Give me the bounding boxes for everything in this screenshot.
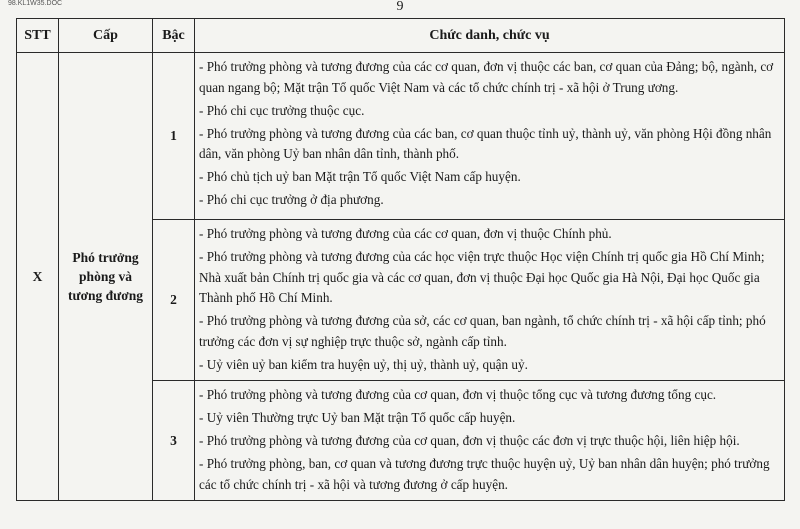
stt-cell: X bbox=[17, 53, 59, 501]
bac-cell: 2 bbox=[153, 220, 195, 381]
document-header-note: 98.KL1W35.DOC bbox=[8, 0, 63, 7]
position-item: - Phó chủ tịch uỷ ban Mặt trận Tổ quốc Việt Nam cấp huyện. bbox=[199, 169, 521, 184]
position-item: - Uỷ viên uỷ ban kiểm tra huyện uỷ, thị uỷ, thành uỷ, quận uỷ. bbox=[199, 356, 528, 372]
bac-cell: 3 bbox=[153, 381, 195, 501]
header-cap: Cấp bbox=[59, 19, 153, 53]
position-item: - Phó trưởng phòng và tương đương của các cơ quan, đơn vị thuộc Chính phủ. bbox=[199, 226, 612, 241]
header-chuc-danh: Chức danh, chức vụ bbox=[195, 19, 785, 53]
position-item: - Phó trưởng phòng và tương đương của các ban, cơ quan thuộc tỉnh uỷ, thành uỷ, văn phòng Hội đồng nhân dân, văn phòng Uỷ ban nhân dân tỉnh, thành phố. bbox=[199, 125, 772, 161]
table-header-row bbox=[17, 19, 785, 53]
position-list bbox=[195, 53, 785, 220]
position-item: - Phó trưởng phòng và tương đương của sở, các cơ quan, ban ngành, tổ chức chính trị - xã hội cấp tỉnh; phó trưởng các đơn vị sự nghiệp trực thuộc sở, ngành cấp tỉnh. bbox=[199, 313, 766, 349]
rank-table bbox=[16, 18, 785, 501]
position-item: - Uỷ viên Thường trực Uỷ ban Mặt trận Tổ quốc cấp huyện. bbox=[199, 410, 516, 425]
header-bac: Bậc bbox=[153, 19, 195, 53]
position-list bbox=[195, 220, 785, 381]
table-row bbox=[17, 53, 785, 220]
position-item: - Phó trưởng phòng và tương đương của các học viện trực thuộc Học viện Chính trị quốc gia Hồ Chí Minh; Nhà xuất bản Chính trị quốc gia và các cơ quan, đơn vị thuộc Đại học Quốc gia Hà Nội, Đại học Quốc gia Thành phố Hồ Chí Minh. bbox=[199, 249, 765, 305]
position-item: - Phó trưởng phòng, ban, cơ quan và tương đương trực thuộc huyện uỷ, Uỷ ban nhân dân huyện; phó trưởng các tổ chức chính trị - xã hội và tương đương ở cấp huyện. bbox=[199, 456, 770, 492]
position-list bbox=[195, 381, 785, 501]
header-stt: STT bbox=[17, 19, 59, 53]
position-item: - Phó chi cục trưởng ở địa phương. bbox=[199, 192, 384, 207]
position-item: - Phó trưởng phòng và tương đương của cơ quan, đơn vị thuộc tổng cục và tương đương tổng cục. bbox=[199, 387, 717, 402]
bac-cell: 1 bbox=[153, 53, 195, 220]
cap-cell: Phó trưởng phòng và tương đương bbox=[59, 53, 153, 501]
position-item: - Phó chi cục trưởng thuộc cục. bbox=[199, 102, 365, 118]
position-item: - Phó trưởng phòng và tương đương của cơ quan, đơn vị thuộc các đơn vị trực thuộc hội, liên hiệp hội. bbox=[199, 433, 740, 448]
page-number: 9 bbox=[396, 0, 404, 14]
position-item: - Phó trưởng phòng và tương đương của các cơ quan, đơn vị thuộc các ban, cơ quan của Đảng; bộ, ngành, cơ quan ngang bộ; Mặt trận Tổ quốc Việt Nam và các tổ chức chính trị - xã hội ở Trung ương. bbox=[199, 59, 774, 95]
